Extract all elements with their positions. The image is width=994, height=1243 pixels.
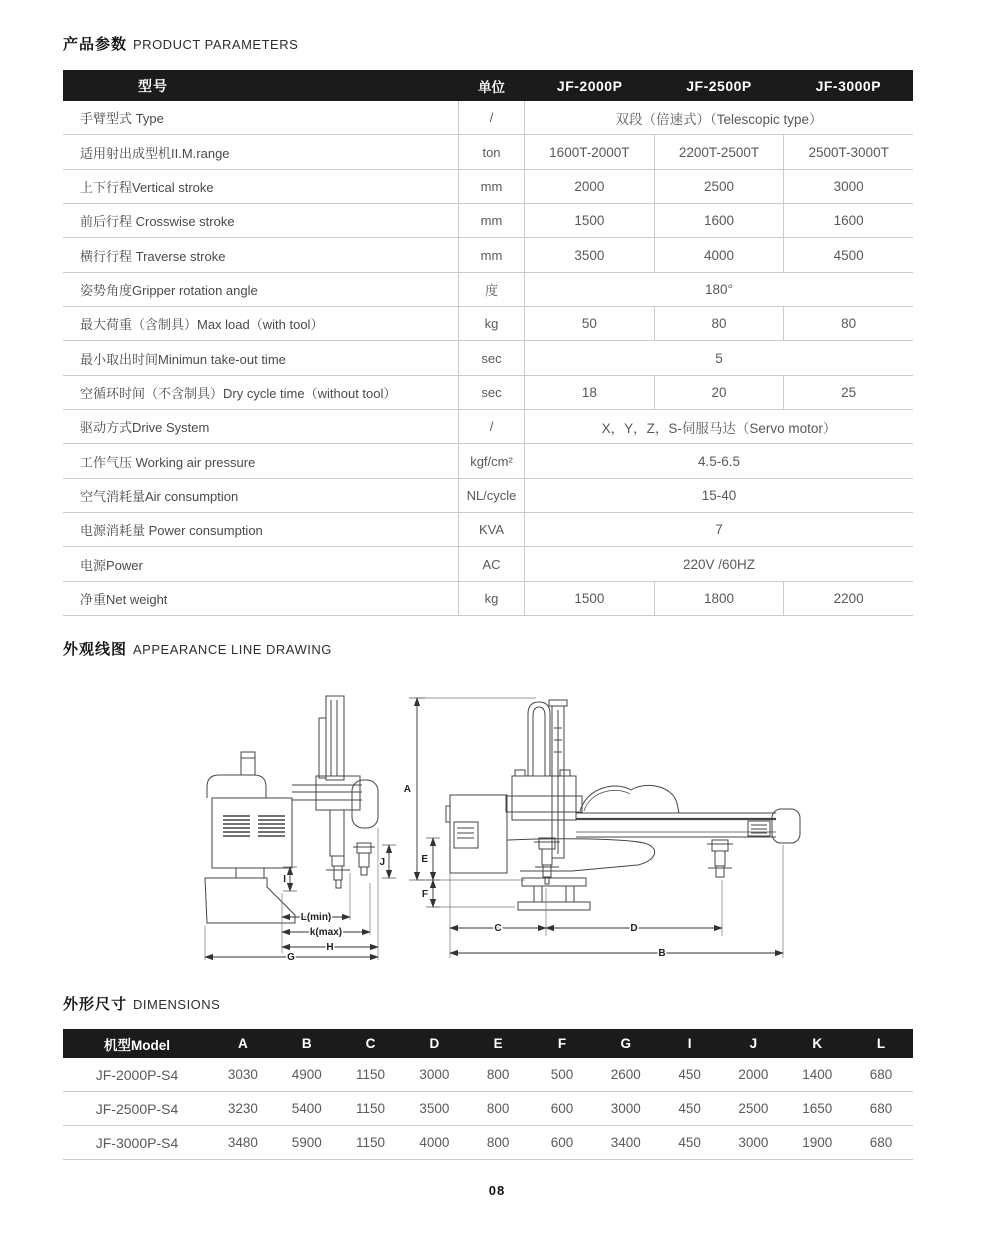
- model-name: JF-2000P-S4: [95, 1066, 179, 1083]
- table-row: [63, 410, 913, 444]
- dim-value: 4000: [419, 1135, 450, 1150]
- table-row: [63, 238, 913, 272]
- param-label: 最小取出时间Minimun take-out time: [80, 351, 286, 367]
- param-value: 3500: [574, 247, 605, 263]
- param-value: 80: [654, 307, 784, 340]
- vertical-dimensions: [404, 698, 536, 907]
- dim-value: 1650: [802, 1101, 833, 1116]
- dimensions-table: [63, 1029, 913, 1160]
- dim-value: 2000: [738, 1067, 769, 1082]
- dim-label-g: G: [287, 952, 295, 963]
- dim-value: 800: [486, 1067, 510, 1082]
- table-row: [63, 204, 913, 238]
- dimensions-title-en: DIMENSIONS: [133, 997, 221, 1012]
- header-model-jf3000p: JF-3000P: [815, 77, 882, 94]
- dim-value: 3230: [227, 1101, 258, 1116]
- param-value: 20: [654, 376, 784, 409]
- param-value: 2200: [783, 582, 913, 615]
- dim-label-a: A: [403, 784, 411, 795]
- header-dim-l: L: [876, 1036, 886, 1051]
- dimensions-title-zh: 外形尺寸: [63, 996, 128, 1013]
- dim-value: 680: [869, 1067, 893, 1082]
- param-unit: ton: [458, 135, 525, 168]
- dimensions-section-title: [63, 993, 220, 1014]
- header-dim-i: I: [687, 1036, 692, 1051]
- header-dim-f: F: [557, 1036, 567, 1051]
- header-dim-e: E: [493, 1036, 503, 1051]
- dim-value: 2500: [738, 1101, 769, 1116]
- dim-label-f: F: [421, 889, 428, 900]
- side-view-drawing: [446, 700, 800, 910]
- param-value-span: 180°: [705, 281, 733, 297]
- drawing-title-zh: 外观线图: [63, 641, 128, 658]
- param-unit: kg: [458, 582, 525, 615]
- front-view-dimensions: [205, 828, 396, 963]
- table-row: [63, 376, 913, 410]
- dim-value: 600: [550, 1135, 574, 1150]
- header-dim-k: K: [812, 1036, 823, 1051]
- page-number: 08: [488, 1183, 506, 1198]
- param-value: 2500: [654, 170, 784, 203]
- header-model-jf2500p: JF-2500P: [686, 77, 752, 94]
- table-row: [63, 341, 913, 375]
- dim-label-lmin: L(min): [300, 912, 332, 923]
- table-row: [63, 1126, 913, 1160]
- dim-value: 1150: [356, 1067, 386, 1082]
- header-dim-a: A: [238, 1036, 248, 1051]
- parameters-title-zh: 产品参数: [63, 36, 128, 53]
- dim-value: 1150: [356, 1101, 386, 1116]
- param-unit: sec: [458, 376, 525, 409]
- dim-label-i: I: [283, 874, 286, 885]
- param-unit: AC: [458, 547, 525, 580]
- param-value-span: 220V /60HZ: [682, 556, 756, 572]
- param-label: 手臂型式 Type: [80, 111, 164, 127]
- param-value: 1600: [783, 204, 913, 237]
- dim-value: 3000: [610, 1101, 641, 1116]
- drawing-section-title: [63, 638, 332, 659]
- header-model-jf2000p: JF-2000P: [556, 77, 623, 94]
- param-value-span: 15-40: [701, 487, 737, 503]
- param-value-span: 4.5-6.5: [697, 453, 741, 469]
- parameters-table-header: [63, 70, 913, 101]
- param-label: 净重Net weight: [80, 591, 168, 607]
- front-view-drawing: [205, 696, 378, 923]
- param-value: 80: [783, 307, 913, 340]
- param-value: 2200T-2500T: [654, 135, 784, 168]
- dim-value: 3400: [610, 1135, 641, 1150]
- dim-value: 680: [869, 1135, 893, 1150]
- table-row: [63, 135, 913, 169]
- param-value: 1600: [654, 204, 784, 237]
- dim-value: 450: [678, 1101, 701, 1116]
- param-value: 18: [581, 384, 597, 400]
- param-unit: kgf/cm²: [458, 444, 525, 477]
- param-label: 电源消耗量 Power consumption: [80, 523, 263, 539]
- param-label: 电源Power: [80, 557, 143, 573]
- header-model-label: 型号: [138, 77, 168, 94]
- dim-value: 2600: [610, 1067, 641, 1082]
- dim-value: 3000: [419, 1067, 450, 1082]
- dim-value: 800: [486, 1101, 510, 1116]
- param-value: 1500: [574, 213, 605, 229]
- param-label: 适用射出成型机II.M.range: [80, 145, 230, 161]
- table-row: [63, 170, 913, 204]
- param-unit: mm: [458, 204, 525, 237]
- param-unit: mm: [458, 238, 525, 271]
- drawing-title-en: APPEARANCE LINE DRAWING: [133, 642, 332, 657]
- param-unit: NL/cycle: [458, 479, 525, 512]
- dimensions-table-header: [63, 1029, 913, 1058]
- dim-value: 1900: [802, 1135, 833, 1150]
- dim-value: 450: [678, 1135, 701, 1150]
- header-dim-b: B: [301, 1036, 312, 1051]
- param-label: 工作气压 Working air pressure: [80, 454, 256, 470]
- header-machine-model: 机型Model: [104, 1037, 170, 1053]
- param-value: 3000: [783, 170, 913, 203]
- param-unit: /: [458, 101, 525, 134]
- table-row: [63, 479, 913, 513]
- dim-value: 5900: [291, 1135, 322, 1150]
- product-parameters-table: [63, 70, 913, 616]
- param-value: 1600T-2000T: [549, 144, 630, 160]
- table-row: [63, 1058, 913, 1092]
- table-row: [63, 547, 913, 581]
- dim-value: 3500: [419, 1101, 450, 1116]
- header-dim-g: G: [620, 1036, 632, 1051]
- param-label: 空循环时间（不含制具）Dry cycle time（without tool）: [80, 385, 397, 401]
- dim-value: 3000: [738, 1135, 769, 1150]
- dim-value: 1150: [356, 1135, 386, 1150]
- dim-value: 600: [550, 1101, 574, 1116]
- param-unit: /: [458, 410, 525, 443]
- dim-label-d: D: [630, 923, 638, 934]
- model-name: JF-2500P-S4: [95, 1100, 179, 1117]
- dim-value: 450: [678, 1067, 701, 1082]
- param-label: 姿势角度Gripper rotation angle: [80, 282, 258, 298]
- param-label: 空气消耗量Air consumption: [80, 488, 239, 504]
- dim-label-j: J: [379, 857, 385, 868]
- table-row: [63, 1092, 913, 1126]
- param-unit: kg: [458, 307, 525, 340]
- table-row: [63, 273, 913, 307]
- side-view-dimensions: [450, 845, 783, 959]
- header-dim-c: C: [365, 1036, 376, 1051]
- param-value: 2000: [574, 178, 605, 194]
- param-unit: 度: [458, 273, 525, 306]
- table-row: [63, 513, 913, 547]
- table-row: [63, 101, 913, 135]
- param-value: 4000: [654, 238, 784, 271]
- dim-value: 5400: [291, 1101, 322, 1116]
- header-dim-d: D: [429, 1036, 440, 1051]
- dim-label-kmax: k(max): [309, 927, 343, 938]
- param-value: 2500T-3000T: [783, 135, 913, 168]
- table-row: [63, 307, 913, 341]
- param-label: 驱动方式Drive System: [80, 420, 210, 436]
- param-label: 前后行程 Crosswise stroke: [80, 214, 235, 230]
- param-value: 25: [783, 376, 913, 409]
- param-value-span: 7: [715, 522, 723, 538]
- dim-value: 800: [486, 1135, 510, 1150]
- dim-value: 500: [550, 1067, 574, 1082]
- param-value: 1500: [574, 590, 605, 606]
- table-row: [63, 582, 913, 616]
- param-label: 最大荷重（含制具）Max load（with tool）: [80, 317, 324, 333]
- param-value-span: 5: [715, 350, 723, 366]
- model-name: JF-3000P-S4: [95, 1134, 179, 1151]
- header-unit-label: 单位: [478, 79, 505, 95]
- param-value-span: X，Y，Z，S-伺服马达（Servo motor）: [601, 420, 837, 436]
- dim-value: 4900: [291, 1067, 322, 1082]
- param-value: 50: [581, 316, 597, 332]
- dim-value: 680: [869, 1101, 893, 1116]
- param-unit: sec: [458, 341, 525, 374]
- dim-label-c: C: [494, 923, 502, 934]
- dim-value: 3030: [227, 1067, 258, 1082]
- dim-label-h: H: [326, 942, 334, 953]
- appearance-line-drawing: [60, 688, 940, 980]
- dim-value: 1400: [802, 1067, 833, 1082]
- parameters-title-en: PRODUCT PARAMETERS: [133, 37, 299, 52]
- dim-value: 3480: [227, 1135, 258, 1150]
- dim-label-e: E: [421, 854, 428, 865]
- table-row: [63, 444, 913, 478]
- param-unit: KVA: [458, 513, 525, 546]
- dim-label-b: B: [658, 948, 666, 959]
- parameters-section-title: [63, 33, 298, 54]
- param-value: 1800: [654, 582, 784, 615]
- param-value: 4500: [783, 238, 913, 271]
- param-unit: mm: [458, 170, 525, 203]
- param-label: 上下行程Vertical stroke: [80, 179, 214, 195]
- param-value-span: 双段（倍速式）（Telescopic type）: [615, 111, 823, 127]
- header-dim-j: J: [749, 1036, 758, 1051]
- param-label: 横行行程 Traverse stroke: [80, 248, 226, 264]
